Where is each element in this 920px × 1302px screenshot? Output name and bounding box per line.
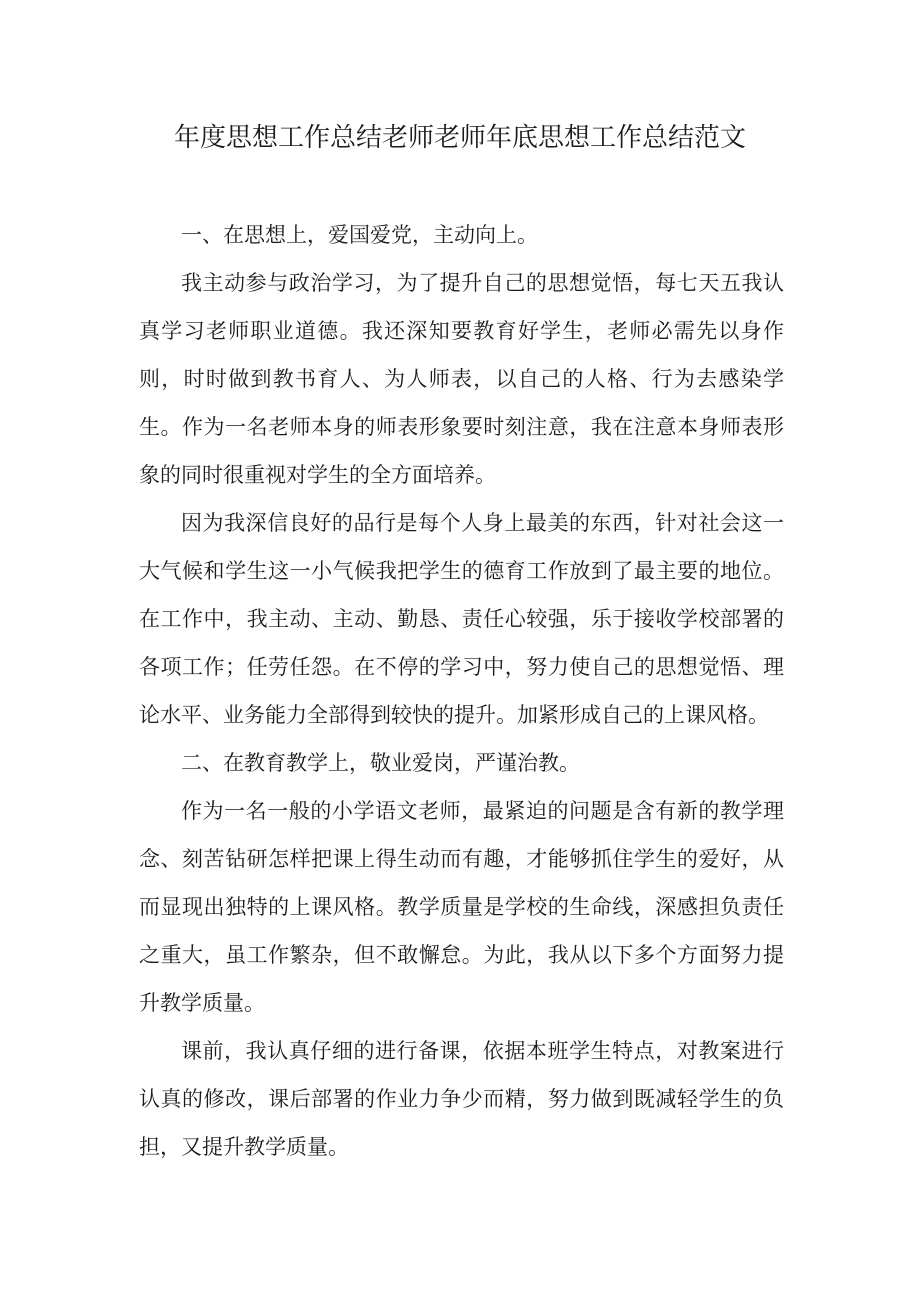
paragraph: 因为我深信良好的品行是每个人身上最美的东西，针对社会这一大气候和学生这一小气候我把学生的德育工作放到了最主要的地位。在工作中，我主动、主动、勤恳、责任心较强，乐于接收学校部署的各项工作；任劳任怨。在不停的学习中，努力使自己的思想觉悟、理论水平、业务能力全部得到较快的提升。加紧形成自己的上课风格。 bbox=[139, 511, 784, 727]
paragraph-section-2-heading: 二、在教育教学上，敬业爱岗，严谨治教。 bbox=[181, 751, 580, 775]
paragraph: 作为一名一般的小学语文老师，最紧迫的问题是含有新的教学理念、刻苦钻研怎样把课上得生动而有趣，才能够抓住学生的爱好，从而显现出独特的上课风格。教学质量是学校的生命线，深感担负责任之重大，虽工作繁杂，但不敢懈怠。为此，我从以下多个方面努力提升教学质量。 bbox=[139, 799, 784, 1015]
paragraph: 课前，我认真仔细的进行备课，依据本班学生特点，对教案进行认真的修改，课后部署的作业力争少而精，努力做到既减轻学生的负担，又提升教学质量。 bbox=[139, 1039, 784, 1159]
paragraph: 我主动参与政治学习，为了提升自己的思想觉悟，每七天五我认真学习老师职业道德。我还深知要教育好学生，老师必需先以身作则，时时做到教书育人、为人师表，以自己的人格、行为去感染学生。作为一名老师本身的师表形象要时刻注意，我在注意本身师表形象的同时很重视对学生的全方面培养。 bbox=[139, 271, 784, 487]
paragraph-section-1-heading: 一、在思想上，爱国爱党，主动向上。 bbox=[181, 223, 538, 247]
document-title: 年度思想工作总结老师老师年底思想工作总结范文 bbox=[173, 123, 746, 153]
document-body bbox=[139, 211, 784, 1171]
